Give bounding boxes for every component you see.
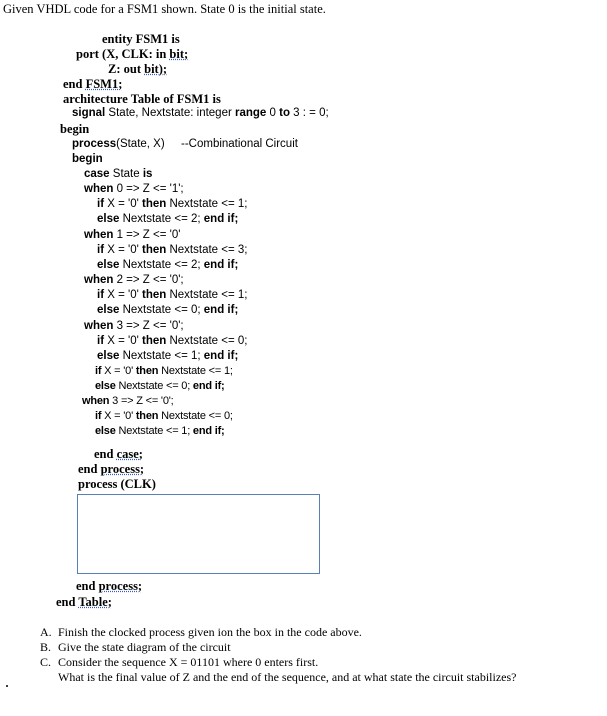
code-line: if X = '0' then Nextstate <= 1; (97, 198, 248, 210)
code-line: when 2 => Z <= '0'; (84, 274, 184, 286)
code-line: when 1 => Z <= '0' (84, 229, 181, 241)
code-line: if X = '0' then Nextstate <= 0; (95, 410, 233, 422)
code-line: end Table; (56, 595, 112, 609)
code-line: process(State, X) (72, 138, 165, 150)
code-line: process (CLK) (78, 477, 156, 491)
header-text: Given VHDL code for a FSM1 shown. State 0 is the initial state. (3, 2, 326, 16)
code-line: else Nextstate <= 0; end if; (97, 304, 239, 316)
question-c-followup: What is the final value of Z and the end of the sequence, and at what state the circuit stabilizes? (58, 670, 517, 684)
code-line: when 0 => Z <= '1'; (84, 183, 184, 195)
question-a: A. Finish the clocked process given ion the box in the code above. (40, 625, 362, 639)
question-c: C. Consider the sequence X = 01101 where 0 enters first. (40, 655, 319, 669)
code-line: end case; (94, 447, 143, 461)
code-comment: --Combinational Circuit (181, 138, 298, 150)
code-line: end process; (78, 462, 145, 476)
code-line: end process; (76, 579, 143, 593)
code-line: begin (72, 153, 103, 165)
code-line: begin (60, 122, 90, 136)
question-b: B. Give the state diagram of the circuit (40, 640, 231, 654)
code-line: if X = '0' then Nextstate <= 1; (97, 289, 248, 301)
code-line: end FSM1; (63, 77, 123, 91)
code-line: entity FSM1 is (102, 32, 180, 46)
code-line: if X = '0' then Nextstate <= 1; (95, 365, 233, 377)
code-line: if X = '0' then Nextstate <= 0; (97, 335, 248, 347)
bullet-dot (6, 685, 8, 687)
code-line: when 3 => Z <= '0'; (82, 395, 174, 407)
code-line: else Nextstate <= 1; end if; (95, 425, 225, 437)
code-line: when 3 => Z <= '0'; (84, 320, 184, 332)
code-line: port (X, CLK: in bit; (76, 47, 189, 61)
code-line: else Nextstate <= 1; end if; (97, 350, 239, 362)
code-line: else Nextstate <= 2; end if; (97, 259, 239, 271)
code-line: signal State, Nextstate: integer range 0 to 3 : = 0; (72, 107, 329, 119)
code-line: Z: out bit); (108, 62, 168, 76)
code-line: case State is (84, 168, 153, 180)
code-line: else Nextstate <= 0; end if; (95, 380, 225, 392)
code-line: if X = '0' then Nextstate <= 3; (97, 244, 248, 256)
answer-box[interactable] (77, 494, 320, 574)
code-line: else Nextstate <= 2; end if; (97, 213, 239, 225)
code-line: architecture Table of FSM1 is (63, 92, 221, 106)
